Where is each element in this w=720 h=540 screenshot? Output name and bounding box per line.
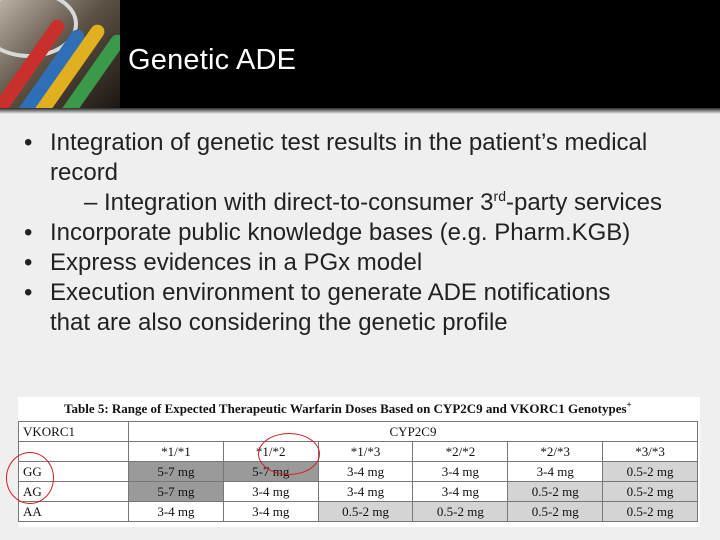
bullet-icon: • [24, 249, 33, 276]
dose-cell: 0.5-2 mg [318, 502, 413, 522]
gg-highlight-circle [6, 452, 54, 504]
dose-cell: 0.5-2 mg [603, 502, 698, 522]
genotype-cell: GG [19, 462, 129, 482]
bullet-list [24, 128, 714, 338]
dose-cell: 3-4 mg [318, 482, 413, 502]
dose-cell: 0.5-2 mg [413, 502, 508, 522]
table-row [19, 482, 698, 502]
dose-cell: 0.5-2 mg [603, 482, 698, 502]
dose-cell: 3-4 mg [223, 502, 318, 522]
column-header: *2/*2 [413, 442, 508, 462]
genotype-cell: AA [19, 502, 129, 522]
dose-cell: 5-7 mg [223, 462, 318, 482]
slide-header [0, 0, 720, 112]
bullet-item: • Incorporate public knowledge bases (e.g. Pharm.KGB) [24, 219, 631, 246]
dose-cell: 0.5-2 mg [508, 482, 603, 502]
vkorc1-header: VKORC1 [19, 422, 129, 442]
star1-star2-highlight-circle [258, 433, 320, 475]
warfarin-dose-table-image [18, 397, 700, 527]
sub-bullet-item: – Integration with direct-to-consumer 3rd-party services [84, 188, 663, 216]
column-header: *2/*3 [508, 442, 603, 462]
cyp2c9-header: CYP2C9 [129, 422, 698, 442]
column-header: *3/*3 [603, 442, 698, 462]
column-header: *1/*3 [318, 442, 413, 462]
column-header-row [19, 442, 698, 462]
dose-cell: 5-7 mg [129, 482, 224, 502]
bullet-icon: • [24, 219, 33, 246]
bullet-item: • Integration of genetic test results in the patient’s medical record [24, 129, 648, 186]
genotype-cell: AG [19, 482, 129, 502]
bullet-icon: • [24, 129, 33, 156]
header-divider [0, 108, 720, 114]
dose-cell: 3-4 mg [318, 462, 413, 482]
slide-title: Genetic ADE [128, 44, 297, 76]
table-row [19, 502, 698, 522]
dose-cell: 3-4 mg [413, 462, 508, 482]
dose-table [18, 421, 698, 522]
dose-cell: 0.5-2 mg [508, 502, 603, 522]
dose-cell: 5-7 mg [129, 462, 224, 482]
bullet-item: • Express evidences in a PGx model [24, 249, 423, 276]
dose-cell: 0.5-2 mg [603, 462, 698, 482]
dose-cell: 3-4 mg [413, 482, 508, 502]
dose-cell: 3-4 mg [223, 482, 318, 502]
bullet-icon: • [24, 279, 33, 306]
table-row [19, 462, 698, 482]
column-header: *1/*1 [129, 442, 224, 462]
table-caption: Table 5: Range of Expected Therapeutic Warfarin Doses Based on CYP2C9 and VKORC1 Genotypes+ [64, 399, 632, 416]
bullet-item: • Execution environment to generate ADE notifications that are also considering the genetic profile [24, 279, 611, 336]
dose-cell: 3-4 mg [129, 502, 224, 522]
dose-cell: 3-4 mg [508, 462, 603, 482]
column-header: *1/*2 [223, 442, 318, 462]
medical-pens-image [0, 0, 120, 112]
